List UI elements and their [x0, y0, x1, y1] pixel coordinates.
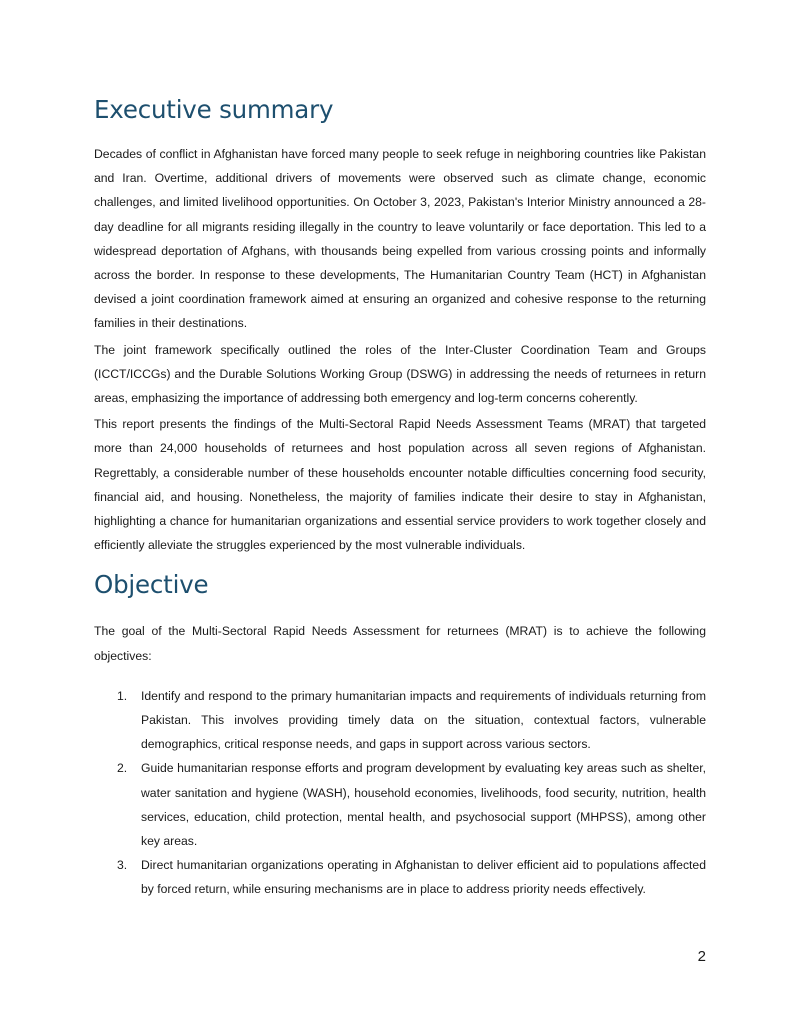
list-item-number: 3. — [117, 858, 128, 873]
heading-objective: Objective — [94, 570, 209, 600]
objectives-list — [94, 684, 706, 902]
list-item-text: Guide humanitarian response efforts and program development by evaluating key areas such as shelter, water sanitation and hygiene (WASH), household economies, livelihoods, food security, nutrition, health services, education, child protection, mental health, and psychosocial support (MHPSS), among other key areas. — [141, 761, 706, 849]
exec-summary-paragraph-2: The joint framework specifically outlined the roles of the Inter-Cluster Coordination Team and Groups (ICCT/ICCGs) and the Durable Solutions Working Group (DSWG) in addressing the needs of returnees in return areas, emphasizing the importance of addressing both emergency and log-term concerns coherently. — [94, 342, 706, 406]
objective-intro: The goal of the Multi-Sectoral Rapid Needs Assessment for returnees (MRAT) is to achieve the following objectives: — [94, 624, 706, 663]
list-item — [94, 684, 706, 757]
list-item — [94, 756, 706, 853]
list-item-text: Direct humanitarian organizations operating in Afghanistan to deliver efficient aid to populations affected by forced return, while ensuring mechanisms are in place to address priority needs effectively. — [141, 858, 706, 897]
list-item-number: 2. — [117, 761, 128, 776]
exec-summary-paragraph-3: This report presents the findings of the Multi-Sectoral Rapid Needs Assessment Teams (MRAT) that targeted more than 24,000 households of returnees and host population across all seven regions of Afghanistan. Regrettably, a considerable number of these households encounter notable difficulties concerning food security, financial aid, and housing. Nonetheless, the majority of families indicate their desire to stay in Afghanistan, highlighting a chance for humanitarian organizations and essential service providers to work together closely and efficiently alleviate the struggles experienced by the most vulnerable individuals. — [94, 417, 706, 553]
list-item-text: Identify and respond to the primary humanitarian impacts and requirements of individuals returning from Pakistan. This involves providing timely data on the situation, contextual factors, vulnerable demographics, critical response needs, and gaps in support across various sectors. — [141, 688, 706, 752]
list-item-number: 1. — [117, 688, 128, 703]
document-page — [94, 92, 706, 902]
exec-summary-paragraph-1: Decades of conflict in Afghanistan have forced many people to seek refuge in neighboring countries like Pakistan and Iran. Overtime, additional drivers of movements were observed such as climate change, economic challenges, and limited livelihood opportunities. On October 3, 2023, Pakistan's Interior Ministry announced a 28-day deadline for all migrants residing illegally in the country to leave voluntarily or face deportation. This led to a widespread deportation of Afghans, with thousands being expelled from various crossing points and informally across the border. In response to these developments, The Humanitarian Country Team (HCT) in Afghanistan devised a joint coordination framework aimed at ensuring an organized and cohesive response to the returning families in their destinations. — [94, 147, 706, 331]
heading-executive-summary: Executive summary — [94, 95, 334, 124]
list-item — [94, 853, 706, 901]
page-number: 2 — [697, 948, 706, 965]
